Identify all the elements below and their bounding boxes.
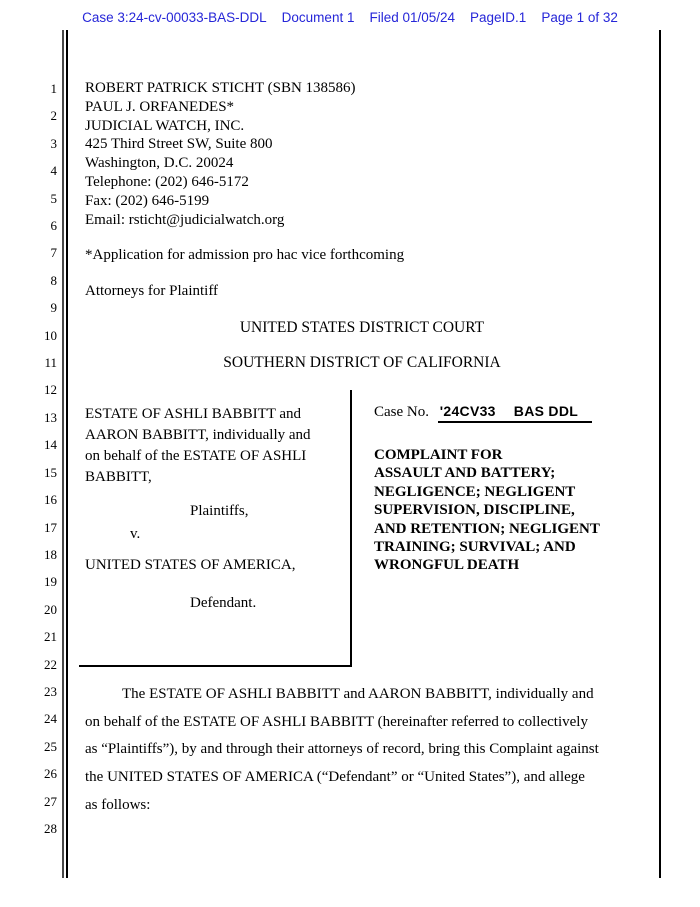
line-number: 10	[44, 327, 57, 343]
attorneys-for-label: Attorneys for Plaintiff	[85, 283, 219, 299]
case-number-line	[374, 403, 592, 423]
complaint-title-line: NEGLIGENCE; NEGLIGENT	[374, 483, 576, 500]
attorney-line: Telephone: (202) 646-5172	[85, 173, 249, 190]
ecf-header-segment: Document 1	[281, 10, 355, 25]
line-number: 27	[44, 793, 57, 809]
pro-hac-vice-note: *Application for admission pro hac vice forthcoming	[85, 247, 405, 263]
line-number: 20	[44, 601, 57, 617]
plaintiff-caption-line: AARON BABBITT, individually and	[85, 427, 311, 443]
line-number: 28	[44, 820, 57, 836]
case-number-stamp	[438, 403, 592, 423]
judge-initials: BAS DDL	[513, 403, 579, 419]
line-number: 25	[44, 738, 57, 754]
line-number: 8	[50, 272, 57, 288]
line-number: 15	[44, 464, 57, 480]
attorney-line: Fax: (202) 646-5199	[85, 192, 210, 209]
line-number: 23	[44, 683, 57, 699]
defendant-caption: UNITED STATES OF AMERICA,	[85, 557, 296, 573]
line-number: 11	[44, 355, 57, 371]
attorney-line: PAUL J. ORFANEDES*	[85, 98, 235, 115]
complaint-title	[374, 446, 646, 575]
ecf-case-header	[0, 10, 700, 25]
opening-paragraph	[85, 681, 660, 820]
plaintiff-caption-line: on behalf of the ESTATE OF ASHLI	[85, 448, 307, 464]
complaint-title-line: SUPERVISION, DISCIPLINE,	[374, 502, 575, 519]
complaint-title-line: ASSAULT AND BATTERY;	[374, 465, 556, 482]
plaintiff-caption	[85, 404, 311, 488]
attorney-line: JUDICIAL WATCH, INC.	[85, 117, 245, 134]
line-number: 1	[50, 81, 57, 96]
attorney-block	[85, 79, 356, 229]
ecf-header-segment: Case 3:24-cv-00033-BAS-DDL	[82, 10, 267, 25]
opening-paragraph-line: The ESTATE OF ASHLI BABBITT and AARON BABBITT, individually and	[122, 686, 594, 702]
line-number: 4	[50, 163, 57, 179]
line-number: 3	[50, 135, 57, 151]
opening-paragraph-line: on behalf of the ESTATE OF ASHLI BABBITT (hereinafter referred to collectively	[85, 713, 588, 730]
complaint-title-line: WRONGFUL DEATH	[374, 557, 520, 574]
plaintiff-caption-line: ESTATE OF ASHLI BABBITT and	[85, 406, 302, 422]
line-number: 7	[50, 245, 57, 261]
ecf-header-segment: PageID.1	[470, 10, 527, 25]
line-number: 21	[44, 629, 57, 645]
plaintiffs-designation: Plaintiffs,	[190, 503, 249, 519]
line-number: 26	[44, 766, 57, 782]
line-number: 2	[50, 108, 57, 124]
left-pleading-rule-inner	[66, 30, 68, 878]
line-number: 24	[44, 711, 57, 727]
ecf-header-segment: Filed 01/05/24	[369, 10, 456, 25]
attorney-line: Email: rsticht@judicialwatch.org	[85, 211, 285, 228]
line-number: 13	[44, 409, 57, 425]
complaint-title-line: COMPLAINT FOR	[374, 447, 503, 463]
caption-box-bottom-border	[79, 665, 352, 667]
complaint-title-line: TRAINING; SURVIVAL; AND	[374, 539, 576, 556]
line-number: 18	[44, 546, 57, 562]
attorney-line: Washington, D.C. 20024	[85, 155, 234, 172]
versus-label: v.	[130, 526, 141, 542]
opening-paragraph-line: as follows:	[85, 796, 151, 813]
court-name: UNITED STATES DISTRICT COURT	[239, 319, 485, 336]
line-number: 22	[44, 656, 57, 672]
line-number-column	[0, 75, 57, 842]
line-number: 9	[50, 300, 57, 316]
line-number: 16	[44, 492, 57, 508]
opening-paragraph-line: the UNITED STATES OF AMERICA (“Defendant” or “United States”), and allege	[85, 769, 585, 786]
attorney-line: 425 Third Street SW, Suite 800	[85, 136, 273, 153]
caption-box-vertical-border	[350, 390, 352, 667]
line-number: 17	[44, 519, 57, 535]
attorney-line: ROBERT PATRICK STICHT (SBN 138586)	[85, 80, 356, 96]
line-number: 12	[44, 382, 57, 398]
court-district: SOUTHERN DISTRICT OF CALIFORNIA	[223, 354, 501, 371]
plaintiff-caption-line: BABBITT,	[85, 469, 152, 485]
line-number: 19	[44, 574, 57, 590]
opening-paragraph-line: as “Plaintiffs”), by and through their attorneys of record, bring this Complaint against	[85, 741, 599, 758]
left-pleading-rule-outer	[62, 30, 64, 878]
line-number: 14	[44, 437, 57, 453]
complaint-title-line: AND RETENTION; NEGLIGENT	[374, 520, 600, 537]
defendant-designation: Defendant.	[190, 595, 257, 611]
line-number: 5	[50, 190, 57, 206]
case-number-value: '24CV33	[439, 403, 496, 419]
case-number-label: Case No.	[374, 404, 429, 420]
line-number: 6	[50, 218, 57, 234]
ecf-header-segment: Page 1 of 32	[541, 10, 618, 25]
